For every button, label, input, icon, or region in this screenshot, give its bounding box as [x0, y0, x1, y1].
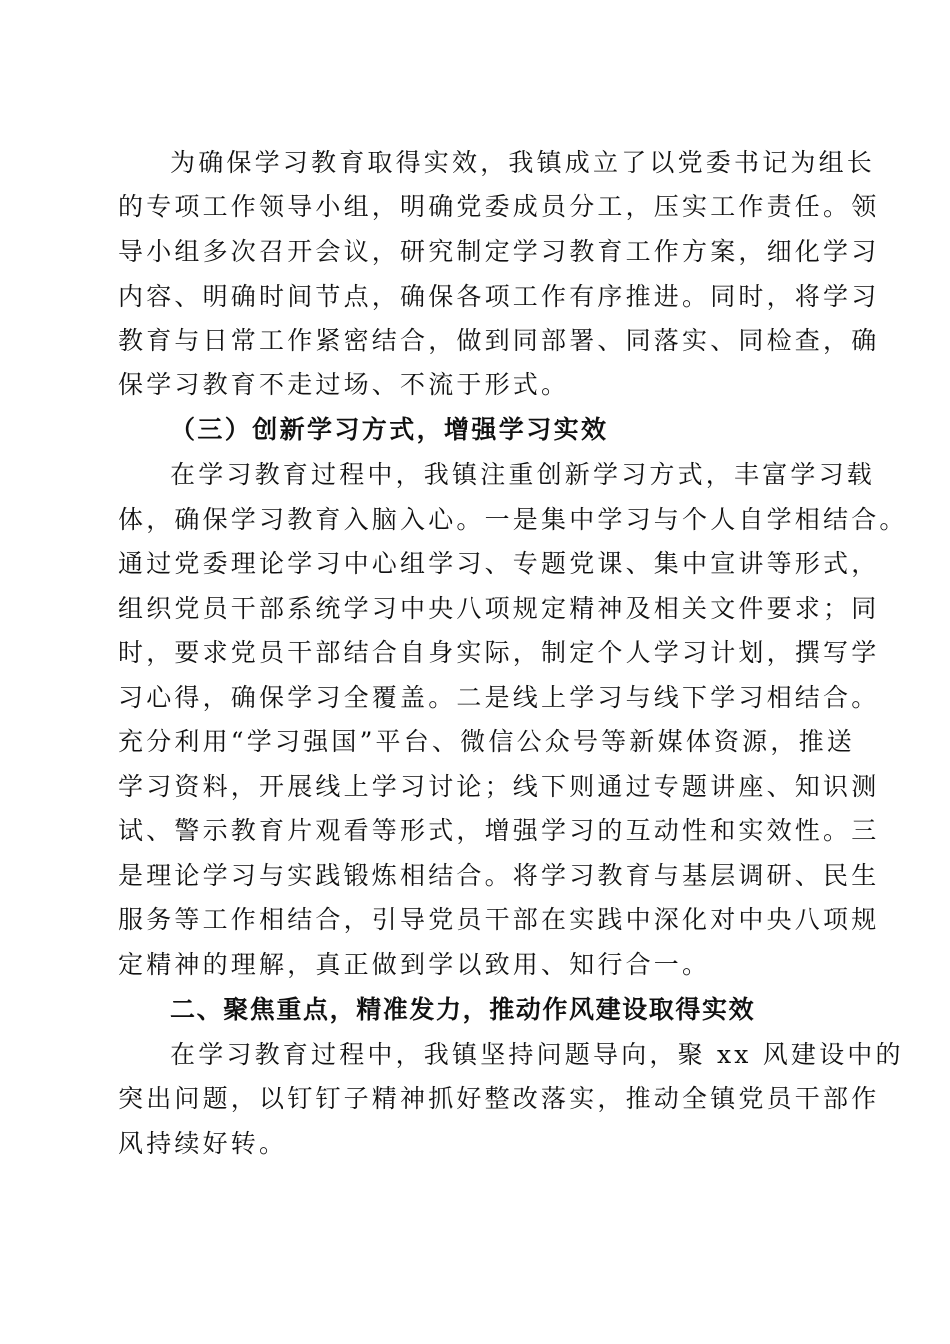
- paragraph-2-line-11: 服务等工作相结合，引导党员干部在实践中深化对中央八项规: [118, 905, 880, 934]
- paragraph-2-line-2: 体，确保学习教育入脑入心。一是集中学习与个人自学相结合。: [118, 505, 908, 534]
- paragraph-2-line-4: 组织党员干部系统学习中央八项规定精神及相关文件要求；同: [118, 594, 880, 623]
- paragraph-1-line-2: 的专项工作领导小组，明确党委成员分工，压实工作责任。领: [118, 192, 880, 221]
- paragraph-2-line-5: 时，要求党员干部结合自身实际，制定个人学习计划，撰写学: [118, 638, 880, 667]
- paragraph-2-line-3: 通过党委理论学习中心组学习、专题党课、集中宣讲等形式，: [118, 549, 880, 578]
- subheading-three: （三）创新学习方式，增强学习实效: [170, 415, 609, 444]
- paragraph-1-line-4: 内容、明确时间节点，确保各项工作有序推进。同时，将学习: [118, 282, 880, 311]
- paragraph-2-line-1: 在学习教育过程中，我镇注重创新学习方式，丰富学习载: [170, 460, 876, 489]
- section-heading-two: 二、聚焦重点，精准发力，推动作风建设取得实效: [170, 995, 756, 1024]
- paragraph-2-line-9: 试、警示教育片观看等形式，增强学习的互动性和实效性。三: [118, 816, 880, 845]
- paragraph-1-line-3: 导小组多次召开会议，研究制定学习教育工作方案，细化学习: [118, 237, 880, 266]
- paragraph-1-line-1: 为确保学习教育取得实效，我镇成立了以党委书记为组长: [170, 148, 876, 177]
- paragraph-3-line-1: 在学习教育过程中，我镇坚持问题导向，聚 xx 风建设中的: [170, 1040, 904, 1069]
- paragraph-2-line-12: 定精神的理解，真正做到学以致用、知行合一。: [118, 950, 711, 979]
- paragraph-2-line-6: 习心得，确保学习全覆盖。二是线上学习与线下学习相结合。: [118, 683, 880, 712]
- paragraph-2-line-8: 学习资料，开展线上学习讨论；线下则通过专题讲座、知识测: [118, 772, 880, 801]
- paragraph-3-line-3: 风持续好转。: [118, 1129, 288, 1158]
- paragraph-3-line-2: 突出问题，以钉钉子精神抓好整改落实，推动全镇党员干部作: [118, 1084, 880, 1113]
- paragraph-2-line-7: 充分利用“学习强国”平台、微信公众号等新媒体资源，推送: [118, 727, 855, 756]
- paragraph-1-line-6: 保学习教育不走过场、不流于形式。: [118, 370, 570, 399]
- paragraph-1-line-5: 教育与日常工作紧密结合，做到同部署、同落实、同检查，确: [118, 326, 880, 355]
- paragraph-2-line-10: 是理论学习与实践锻炼相结合。将学习教育与基层调研、民生: [118, 861, 880, 890]
